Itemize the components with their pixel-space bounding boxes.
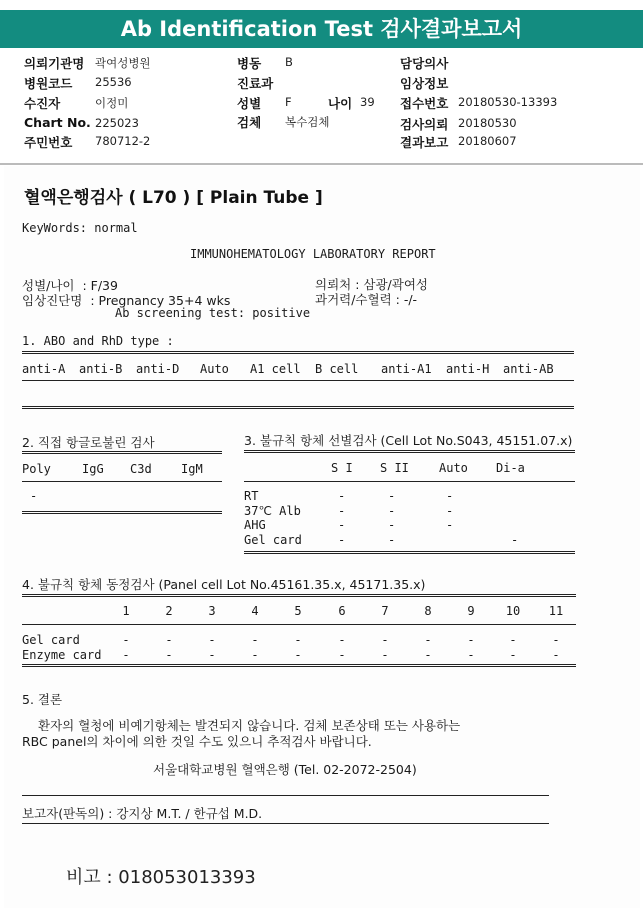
page-title: Ab Identification Test 검사결과보고서	[120, 17, 523, 41]
abo-header-anti-a: anti-A	[22, 362, 66, 376]
double-rule	[22, 511, 222, 514]
dat-header-igm: IgM	[181, 462, 203, 476]
double-rule	[244, 551, 575, 554]
label-chart-no: Chart No.	[24, 115, 91, 130]
abo-header-auto: Auto	[200, 362, 229, 376]
screen-cell: -	[446, 518, 454, 532]
label-department: 진료과	[237, 76, 274, 91]
label-age: 나이	[328, 96, 353, 111]
panel-cell: -	[338, 633, 346, 647]
screen-row-label-rt: RT	[244, 489, 259, 503]
value-hospital-code: 25536	[95, 75, 132, 89]
blood-bank-contact: 서울대학교병원 혈액은행 (Tel. 02-2072-2504)	[153, 762, 417, 777]
single-rule	[22, 481, 222, 482]
screen-cell: -	[338, 489, 346, 503]
panel-col-2: 2	[165, 604, 173, 618]
screen-header-s1: S I	[331, 461, 353, 475]
reporter: 보고자(판독의) : 강지상 M.T. / 한규섭 M.D.	[22, 806, 263, 821]
screen-cell: -	[446, 489, 454, 503]
single-rule	[22, 380, 574, 381]
value-institution: 곽여성병원	[95, 56, 151, 70]
screen-cell: -	[338, 518, 346, 532]
label-institution: 의뢰기관명	[24, 56, 85, 71]
screening-result: Ab screening test: positive	[115, 306, 311, 320]
label-ward: 병동	[237, 56, 262, 71]
panel-col-9: 9	[467, 604, 475, 618]
abo-header-anti-h: anti-H	[446, 362, 490, 376]
dat-header-c3d: C3d	[130, 462, 152, 476]
value-sex: F	[285, 95, 292, 109]
panel-cell: -	[509, 648, 517, 662]
value-chart-no: 225023	[95, 116, 139, 130]
screen-cell: -	[388, 518, 396, 532]
screen-cell: -	[388, 533, 396, 547]
panel-cell: -	[338, 648, 346, 662]
panel-col-1: 1	[122, 604, 130, 618]
single-rule	[22, 795, 549, 796]
panel-cell: -	[251, 648, 259, 662]
panel-cell: -	[165, 648, 173, 662]
conclusion-line-1: 환자의 혈청에 비예기항체는 발견되지 않습니다. 검체 보존상태 또는 사용하는	[38, 718, 461, 733]
screen-cell: -	[388, 504, 396, 518]
dat-value-poly: -	[30, 489, 38, 503]
double-rule	[22, 351, 574, 354]
double-rule	[22, 594, 576, 597]
abo-header-anti-ab: anti-AB	[503, 362, 554, 376]
screen-row-label-gel-card: Gel card	[244, 533, 302, 547]
panel-cell: -	[208, 633, 216, 647]
dat-header-poly: Poly	[22, 462, 51, 476]
label-specimen: 검체	[237, 115, 262, 130]
value-age: 39	[360, 95, 375, 109]
single-rule	[22, 823, 549, 824]
panel-cell: -	[552, 633, 560, 647]
panel-cell: -	[552, 648, 560, 662]
panel-col-3: 3	[208, 604, 216, 618]
screen-cell: -	[511, 533, 519, 547]
label-patient: 수진자	[24, 96, 61, 111]
abo-header-anti-d: anti-D	[136, 362, 180, 376]
referrer: 의뢰처 : 삼광/곽여성	[315, 277, 428, 292]
panel-cell: -	[381, 633, 389, 647]
abo-header-anti-a1: anti-A1	[381, 362, 432, 376]
screen-header-auto: Auto	[439, 461, 468, 475]
panel-cell: -	[122, 648, 130, 662]
panel-cell: -	[165, 633, 173, 647]
value-request-date: 20180530	[458, 116, 517, 130]
panel-col-10: 10	[505, 604, 521, 618]
panel-cell: -	[467, 633, 475, 647]
panel-row-label-enzyme-card: Enzyme card	[22, 648, 102, 662]
panel-cell: -	[424, 648, 432, 662]
panel-cell: -	[424, 633, 432, 647]
panel-col-8: 8	[424, 604, 432, 618]
section4-title: 4. 불규칙 항체 동정검사 (Panel cell Lot No.45161.35.x, 45171.35.x)	[22, 577, 426, 592]
panel-cell: -	[509, 633, 517, 647]
value-report-date: 20180607	[458, 134, 517, 148]
screen-cell: -	[338, 533, 346, 547]
panel-col-5: 5	[294, 604, 302, 618]
section3-title: 3. 불규칙 항체 선별검사 (Cell Lot No.S043, 45151.07.x)	[244, 433, 573, 448]
label-accession-no: 접수번호	[400, 96, 449, 111]
label-doctor: 담당의사	[400, 56, 449, 71]
screen-row-label-ahg: AHG	[244, 518, 266, 532]
double-rule	[22, 664, 576, 667]
label-hospital-code: 병원코드	[24, 76, 73, 91]
abo-header-anti-b: anti-B	[79, 362, 123, 376]
value-specimen: 복수검체	[285, 115, 330, 129]
panel-cell: -	[294, 633, 302, 647]
lab-title: IMMUNOHEMATOLOGY LABORATORY REPORT	[190, 247, 436, 261]
panel-col-4: 4	[251, 604, 259, 618]
double-rule	[22, 451, 222, 454]
section1-title: 1. ABO and RhD type :	[22, 334, 174, 348]
sex-age: 성별/나이 : F/39	[22, 278, 118, 293]
note: 비고 : 018053013393	[66, 867, 256, 888]
abo-header-b-cell: B cell	[315, 362, 359, 376]
value-patient: 이정미	[95, 96, 129, 110]
label-clinical-info: 임상정보	[400, 76, 449, 91]
panel-cell: -	[381, 648, 389, 662]
single-rule	[22, 624, 576, 625]
double-rule	[22, 406, 574, 409]
value-resident-no: 780712-2	[95, 134, 151, 148]
keywords: KeyWords: normal	[22, 221, 138, 235]
label-resident-no: 주민번호	[24, 135, 73, 150]
conclusion-line-2: RBC panel의 차이에 의한 것일 수도 있으니 추적검사 바랍니다.	[22, 734, 372, 749]
panel-cell: -	[208, 648, 216, 662]
screen-cell: -	[338, 504, 346, 518]
panel-cell: -	[122, 633, 130, 647]
panel-cell: -	[251, 633, 259, 647]
double-rule	[244, 450, 575, 453]
panel-col-11: 11	[548, 604, 564, 618]
value-accession-no: 20180530-13393	[458, 95, 558, 109]
screen-header-s2: S II	[380, 461, 409, 475]
panel-row-label-gel-card: Gel card	[22, 633, 80, 647]
single-rule	[244, 481, 575, 482]
transfusion-history: 과거력/수혈력 : -/-	[315, 292, 418, 307]
dat-header-igg: IgG	[82, 462, 104, 476]
section2-title: 2. 직접 항글로불린 검사	[22, 435, 155, 450]
panel-cell: -	[294, 648, 302, 662]
abo-header-a1-cell: A1 cell	[250, 362, 301, 376]
screen-row-label-37c-alb: 37℃ Alb	[244, 504, 301, 518]
screen-header-dia: Di-a	[496, 461, 525, 475]
diagnosis: 임상진단명 : Pregnancy 35+4 wks	[22, 293, 231, 308]
screen-cell: -	[388, 489, 396, 503]
screen-cell: -	[446, 504, 454, 518]
label-request-date: 검사의뢰	[400, 117, 449, 132]
section5-title: 5. 결론	[22, 692, 63, 707]
report-title: 혈액은행검사 ( L70 ) [ Plain Tube ]	[24, 188, 323, 208]
label-sex: 성별	[237, 96, 262, 111]
panel-cell: -	[467, 648, 475, 662]
header-divider	[0, 163, 643, 165]
value-ward: B	[285, 55, 293, 69]
panel-col-7: 7	[381, 604, 389, 618]
panel-col-6: 6	[338, 604, 346, 618]
label-report-date: 결과보고	[400, 135, 449, 150]
